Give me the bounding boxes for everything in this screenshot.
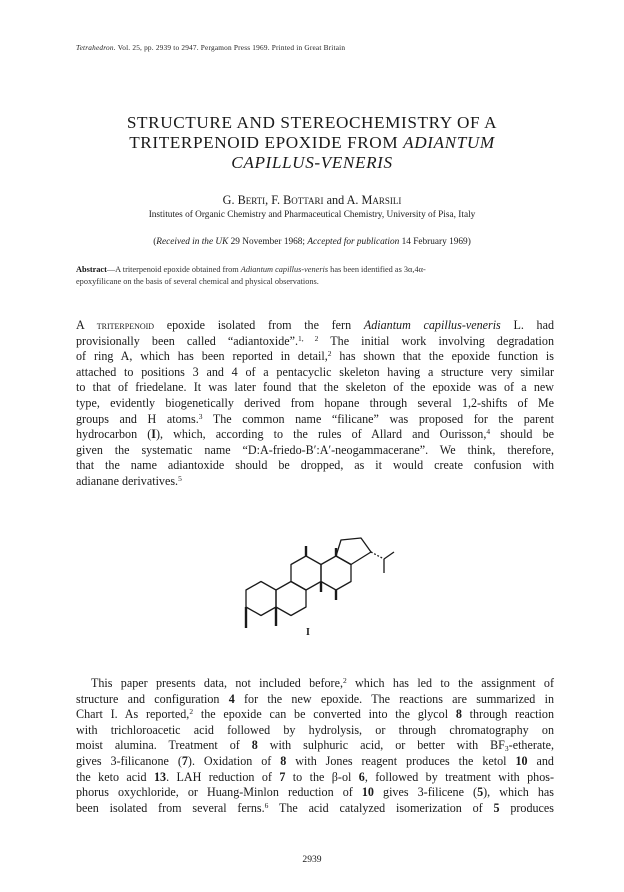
title-genus: ADIANTUM <box>403 133 495 152</box>
author-1-initial: G. <box>222 193 238 207</box>
abstract-text: has been identified as 3α,4α- <box>328 265 426 274</box>
text-line: with trichloroacetic acid followed by hydrolysis, or through chromatography on <box>76 722 554 737</box>
running-head <box>76 43 345 52</box>
body-paragraph-2 <box>76 676 554 816</box>
ring-a <box>246 582 276 616</box>
title-line-1: STRUCTURE AND STEREOCHEMISTRY OF A <box>126 113 498 132</box>
paper-title <box>0 113 624 173</box>
text-line: type, evidently biogenetically derived from hopane through several 1,2-shifts of Me <box>76 395 554 410</box>
structure-label: I <box>306 627 310 638</box>
text-line: groups and H atoms.$^3$ The common name “filicane” was proposed for the parent <box>76 411 554 426</box>
title-line-2-text: TRITERPENOID EPOXIDE FROM <box>129 133 404 152</box>
abstract-line-2: epoxyfilicane on the basis of several chemical and physical observations. <box>76 277 319 286</box>
abstract <box>76 264 554 288</box>
author-1-name: Berti <box>237 193 266 207</box>
title-line-3 <box>0 153 624 173</box>
text-line: of ring A, which has been reported in detail,$^2$ has shown that the epoxide function is <box>76 349 554 364</box>
filicane-structure <box>226 534 396 644</box>
text-line: attached to positions 3 and 4 of a pentacyclic skeleton having a structure very similar <box>76 364 554 379</box>
author-2-name: Bottari <box>283 193 324 207</box>
abstract-label: Abstract <box>76 265 107 274</box>
received-label: Received in the UK <box>156 237 229 247</box>
journal-name: Tetrahedron. <box>76 43 116 52</box>
title-species: CAPILLUS-VENERIS <box>231 153 393 172</box>
text-line: to that of friedelane. It was later found that the skeleton of the epoxide was of a new <box>76 380 554 395</box>
text-line: A triterpenoid epoxide isolated from the fern Adiantum capillus-veneris L. had <box>76 318 554 332</box>
body-paragraph-1 <box>76 318 554 490</box>
author-3-name: Marsili <box>361 193 402 207</box>
text-line: that the name adiantoxide should be dropped, as it would create confusion with <box>76 458 554 473</box>
side-chain-dashed <box>371 552 384 559</box>
journal-details: Vol. 25, pp. 2939 to 2947. Pergamon Press 1969. Printed in Great Britain <box>117 43 346 52</box>
text-line: moist alumina. Treatment of 8 with sulphuric acid, or better with $BF_3$-etherate, <box>76 738 554 754</box>
text-line: adianane derivatives.$^5$ <box>76 473 182 488</box>
ring-b <box>276 582 306 616</box>
received-open: ( <box>153 237 157 247</box>
text-line: been isolated from several ferns.$^6$ The acid catalyzed isomerization of 5 produces <box>76 800 554 815</box>
text-line: structure and configuration 4 for the new epoxide. The reactions are summarized in <box>76 691 554 706</box>
abstract-species: Adiantum capillus-veneris <box>240 265 329 274</box>
page-number: 2939 <box>302 854 322 865</box>
text-line: This paper presents data, not included before,$^2$ which has led to the assignment of <box>91 676 554 690</box>
abstract-line-1 <box>76 264 554 276</box>
accepted-label: Accepted for publication <box>307 237 400 247</box>
text-line: the keto acid 13. LAH reduction of 7 to the β-ol 6, followed by treatment with phos- <box>76 769 555 784</box>
text-line: given the systematic name “D:A-friedo-B′:A′-neogammacerane”. We think, therefore, <box>76 442 554 457</box>
ring-c <box>291 556 321 590</box>
text-line: hydrocarbon (I), which, according to the rules of Allard and Ourisson,$^4$ should be <box>76 427 555 442</box>
title-line-2 <box>0 133 624 153</box>
author-sep-2: and A. <box>323 193 362 207</box>
text-line: provisionally been called “adiantoxide”.$^{1, 2}$ The initial work involving degradation <box>76 333 555 348</box>
text-line: phorus oxychloride, or Huang-Minlon reduction of 10 gives 3-filicene (5), which has <box>76 785 554 800</box>
ring-e <box>336 538 371 565</box>
abstract-text: —A triterpenoid epoxide obtained from <box>106 265 241 274</box>
affiliation: Institutes of Organic Chemistry and Pharmaceutical Chemistry, University of Pisa, Italy <box>148 210 476 220</box>
accepted-date: 14 February 1969) <box>399 237 471 247</box>
text-line: gives 3-filicanone (7). Oxidation of 8 with Jones reagent produces the ketol 10 and <box>76 753 554 768</box>
text-line: Chart I. As reported,$^2$ the epoxide can be converted into the glycol 8 through reaction <box>76 707 554 722</box>
author-sep-1: , F. <box>265 193 284 207</box>
ring-d <box>321 556 351 590</box>
isopropyl-2 <box>384 552 394 559</box>
received-dates <box>0 237 624 247</box>
received-date: 29 November 1968; <box>228 237 308 247</box>
author-list <box>0 193 624 208</box>
